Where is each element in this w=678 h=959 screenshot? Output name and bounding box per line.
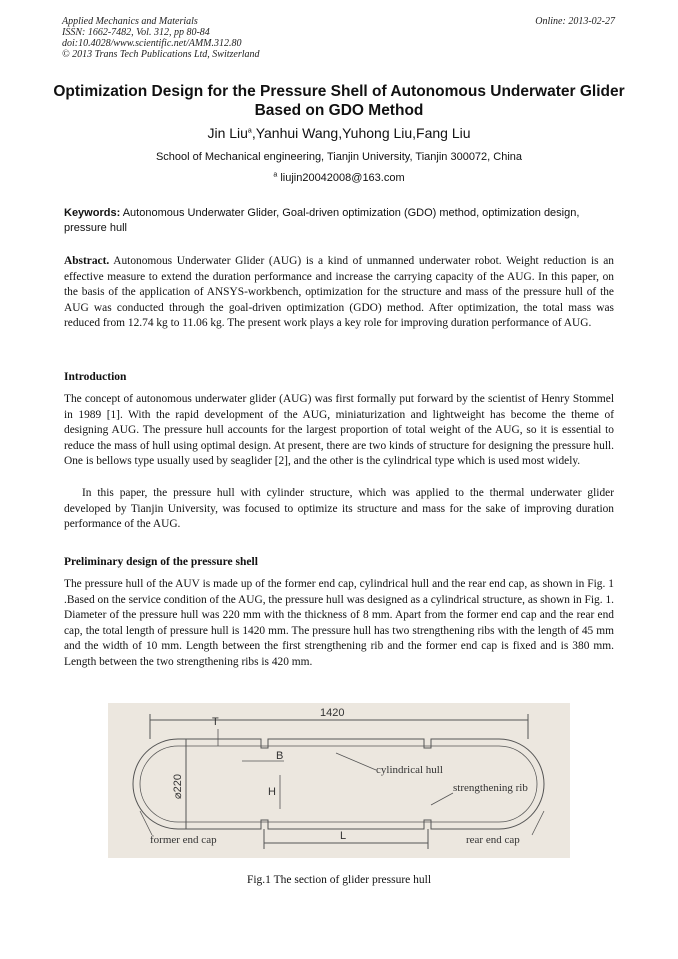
figure-caption: Fig.1 The section of glider pressure hull [246,874,432,886]
label-rear-end-cap: rear end cap [466,834,520,846]
abstract-label: Abstract. [64,255,110,267]
introduction-heading: Introduction [64,371,127,383]
leader-rib [431,793,453,805]
abstract-text: Autonomous Underwater Glider (AUG) is a kind of unmanned underwater robot. Weight reduction is an effective measure to extend the duration performance and increase the carrying capacity of the AUG. In this paper, on the basis of the application of ANSYS-workbench, optimization for the structure and mass of the pressure hull of the AUG was conducted through the goal-driven optimization (GDO) method. After optimization, the total mass was reduced from 12.74 kg to 11.06 kg. The present work plays a key role for improving duration performance of AUG. [64,255,614,330]
hull-drawing [108,703,570,858]
dim-h-label: H [268,786,276,798]
leader-front [140,811,152,835]
leader-cylindrical [336,753,376,770]
copyright-line: © 2013 Trans Tech Publications Ltd, Switzerland [62,49,260,60]
label-cylindrical-hull: cylindrical hull [376,764,443,776]
introduction-paragraph-1: The concept of autonomous underwater glider (AUG) was first formally put forward by the scientist of Henry Stommel in 1989 [1]. With the rapid development of the AUG, miniaturization and lightweight has become the theme of designing AUG. The pressure hull accounts for the largest proportion of total weight of the AUG, so it is essential to reduce the mass of hull using optimal design. At present, there are two kinds of structure for designing the pressure hull. One is bellows type usually used by seaglider [2], and the other is the cylindrical type which is used most widely. [64,393,614,468]
affiliation: School of Mechanical engineering, Tianjin University, Tianjin 300072, China [155,151,523,163]
dim-length-label: 1420 [320,707,345,719]
email-address: liujin20042008@163.com [277,172,405,184]
label-former-end-cap: former end cap [150,834,217,846]
figure-pressure-hull [108,703,570,858]
dim-t-label: T [212,716,219,728]
label-strengthening-rib: strengthening rib [453,782,528,794]
dim-diameter-label: ⌀220 [172,774,184,799]
journal-name: Applied Mechanics and Materials [62,16,198,27]
abstract [64,254,614,332]
online-date: Online: 2013-02-27 [535,16,615,27]
issn-line: ISSN: 1662-7482, Vol. 312, pp 80-84 [62,27,210,38]
journal-header [62,16,260,60]
leader-rear [532,811,544,835]
keywords [64,206,614,236]
introduction-paragraph-2: In this paper, the pressure hull with cylinder structure, which was applied to the thermal underwater glider developed by Tianjin University, was focused to optimize its structure and mass for the sake of improving duration performance of the AUG. [64,487,614,531]
preliminary-paragraph: The pressure hull of the AUV is made up of the former end cap, cylindrical hull and the rear end cap, as shown in Fig. 1 .Based on the service condition of the AUG, the pressure hull was designed as a cylindrical structure, as shown in Fig. 1. Diameter of the pressure hull was 220 mm with the thickness of 8 mm. Apart from the former end cap and the rear end cap, the total length of pressure hull is 1420 mm. The pressure hull has two strengthening ribs with the length of 45 mm and the width of 10 mm. Length between the first strengthening rib and the former end cap is fixed and is 380 mm. Length between the two strengthening ribs is 420 mm. [64,578,614,668]
author-list [0,124,678,142]
keywords-label: Keywords: [64,207,121,219]
preliminary-heading: Preliminary design of the pressure shell [64,556,258,568]
dim-b-label: B [276,750,284,762]
email-sup: a [273,171,278,179]
author-sup: a [247,127,252,135]
doi-line: doi:10.4028/www.scientific.net/AMM.312.80 [62,38,242,49]
other-authors: ,Yanhui Wang,Yuhong Liu,Fang Liu [251,125,471,141]
author-email [0,171,678,185]
keywords-text: Autonomous Underwater Glider, Goal-driven optimization (GDO) method, optimization design, pressure hull [64,207,580,234]
first-author: Jin Liu [207,125,248,141]
paper-title: Optimization Design for the Pressure Shell of Autonomous Underwater Glider Based on GDO Method [53,83,625,119]
dim-l-label: L [340,830,347,842]
